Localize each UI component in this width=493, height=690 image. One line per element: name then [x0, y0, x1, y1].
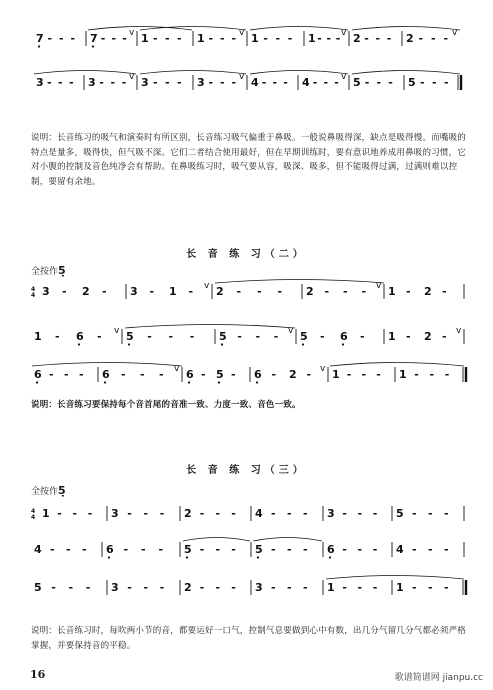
slur-arc [183, 538, 250, 542]
note-glyph: - [372, 507, 378, 520]
note-glyph: 5 [216, 368, 224, 381]
note-glyph: - [127, 507, 132, 520]
note-glyph: 1 [308, 32, 316, 45]
note-glyph: - [412, 507, 417, 520]
note-glyph: - [442, 330, 447, 343]
octave-dot [342, 343, 344, 345]
note-glyph: - [272, 76, 278, 89]
note-glyph: - [70, 32, 76, 45]
breath-mark: v [239, 28, 245, 38]
note-glyph: 5 [396, 507, 404, 520]
note-glyph: - [317, 32, 322, 45]
note-glyph: 1 [399, 368, 407, 381]
note-glyph: - [364, 76, 370, 89]
note-glyph: - [376, 368, 381, 381]
note-glyph: - [149, 285, 155, 298]
note-glyph: - [388, 76, 393, 89]
note-glyph: - [271, 368, 277, 381]
note-glyph: - [215, 581, 221, 594]
watermark: 歌谱简谱网 jianpu.cc [394, 673, 483, 683]
key-signature-2 [31, 264, 66, 277]
note-glyph: 5 [408, 76, 416, 89]
note-glyph: - [215, 507, 221, 520]
note-glyph: 2 [184, 581, 192, 594]
note-glyph: - [158, 543, 164, 556]
note-glyph: - [100, 32, 106, 45]
note-glyph: - [277, 285, 283, 298]
octave-dot [221, 343, 223, 345]
note-glyph: - [376, 76, 382, 89]
note-glyph: - [335, 32, 341, 45]
note-glyph: - [412, 581, 417, 594]
note-glyph: - [79, 368, 84, 381]
slur-arc [326, 576, 464, 580]
section-title-3: 长 音 练 习（三） [186, 465, 307, 476]
note-glyph: 2 [353, 32, 361, 45]
slur-arc [125, 325, 295, 329]
note-glyph: - [85, 581, 91, 594]
note-glyph: 2 [216, 285, 224, 298]
note-glyph: - [59, 32, 64, 45]
note-glyph: - [287, 32, 293, 45]
note-glyph: - [102, 285, 107, 298]
note-glyph: - [66, 543, 71, 556]
key-label: 全按作 [31, 267, 59, 277]
note-glyph: 2 [184, 507, 192, 520]
note-glyph: - [123, 543, 129, 556]
slur-arc [352, 27, 460, 31]
note-glyph: 1 [34, 330, 42, 343]
breath-mark: v [129, 72, 135, 82]
note-glyph: 3 [36, 76, 44, 89]
note-glyph: - [159, 507, 165, 520]
note-glyph: - [143, 581, 149, 594]
note-glyph: - [122, 32, 127, 45]
breath-mark: v [204, 281, 210, 291]
note-glyph: 4 [255, 507, 263, 520]
octave-dot [78, 343, 80, 345]
note-glyph: 1 [197, 32, 205, 45]
note-glyph: 2 [82, 285, 90, 298]
note-glyph: - [342, 581, 347, 594]
key-label: 全按作 [31, 487, 59, 497]
breath-mark: v [456, 326, 462, 336]
note-glyph: - [153, 32, 158, 45]
slur-arc [253, 538, 322, 542]
note-glyph: 3 [88, 76, 96, 89]
note-glyph: 4 [34, 543, 42, 556]
note-glyph: - [140, 368, 145, 381]
note-glyph: - [431, 32, 436, 45]
note-glyph: - [263, 32, 268, 45]
page-number: 16 [30, 668, 46, 681]
note-glyph: 2 [424, 285, 432, 298]
note-glyph: 6 [34, 368, 42, 381]
time-signature-top: 4 [31, 508, 36, 515]
breath-mark: v [341, 28, 347, 38]
note-glyph: - [165, 76, 170, 89]
note-glyph: - [406, 285, 411, 298]
note-glyph: - [188, 285, 194, 298]
breath-mark: v [114, 326, 120, 336]
note-glyph: - [99, 76, 104, 89]
breath-mark: v [452, 28, 458, 38]
note-glyph: - [412, 543, 417, 556]
note-glyph: 3 [111, 581, 119, 594]
note-glyph: - [442, 285, 447, 298]
note-glyph: 6 [254, 368, 262, 381]
note-glyph: - [287, 507, 292, 520]
note-glyph: - [273, 330, 279, 343]
note-glyph: 3 [130, 285, 138, 298]
note-glyph: - [428, 543, 433, 556]
note-glyph: - [201, 368, 206, 381]
note-glyph: 4 [396, 543, 404, 556]
slur-arc [330, 363, 464, 367]
note-glyph: - [271, 543, 276, 556]
note-glyph: 6 [76, 330, 84, 343]
breath-mark: v [320, 364, 326, 374]
note-glyph: - [418, 32, 424, 45]
note-glyph: - [275, 32, 281, 45]
note-glyph: 1 [141, 32, 149, 45]
note-glyph: 5 [300, 330, 308, 343]
note-glyph: 4 [302, 76, 310, 89]
note-glyph: 1 [388, 330, 396, 343]
note-glyph: - [57, 507, 62, 520]
note-glyph: - [159, 581, 165, 594]
note-glyph: - [165, 32, 170, 45]
note-glyph: - [303, 507, 308, 520]
note-glyph: - [147, 330, 152, 343]
note-glyph: - [58, 76, 63, 89]
note-glyph: - [72, 507, 78, 520]
note-glyph: 2 [306, 285, 314, 298]
octave-dot [38, 45, 40, 47]
note-glyph: - [372, 581, 378, 594]
note-glyph: 2 [424, 330, 432, 343]
note-glyph: - [444, 581, 449, 594]
note-glyph: - [199, 543, 205, 556]
note-glyph: 5 [255, 543, 263, 556]
note-glyph: - [261, 76, 267, 89]
note-glyph: - [357, 507, 363, 520]
time-signature-bottom: 4 [31, 514, 36, 521]
note-glyph: - [432, 76, 437, 89]
note-glyph: - [236, 285, 242, 298]
note-glyph: - [361, 285, 367, 298]
note-glyph: - [414, 368, 419, 381]
note-glyph: - [199, 581, 205, 594]
note-glyph: - [406, 330, 411, 343]
note-glyph: - [143, 507, 149, 520]
note-glyph: 6 [102, 368, 110, 381]
note-glyph: - [320, 330, 325, 343]
note-glyph: - [312, 76, 318, 89]
note-glyph: - [444, 368, 450, 381]
time-signature-top: 4 [31, 286, 36, 293]
octave-dot [92, 45, 94, 47]
note-glyph: 3 [197, 76, 205, 89]
note-glyph: - [121, 76, 127, 89]
note-glyph: - [443, 32, 449, 45]
note-glyph: - [342, 543, 347, 556]
note-glyph: 1 [42, 507, 50, 520]
octave-dot [257, 556, 259, 558]
note-glyph: - [231, 368, 236, 381]
note-glyph: - [343, 285, 348, 298]
note-glyph: - [231, 543, 236, 556]
note-glyph: - [429, 368, 435, 381]
octave-dot [188, 381, 190, 383]
breath-mark: v [288, 326, 294, 336]
note-glyph: - [303, 581, 308, 594]
slur-arc [352, 71, 460, 75]
note-glyph: - [199, 507, 205, 520]
note-glyph: - [159, 368, 164, 381]
breath-mark: v [174, 364, 180, 374]
note-glyph: - [271, 507, 276, 520]
note-glyph: 5 [219, 330, 227, 343]
note-glyph: - [69, 76, 74, 89]
note-glyph: 2 [406, 32, 414, 45]
note-glyph: 7 [90, 32, 98, 45]
note-glyph: - [121, 368, 126, 381]
note-glyph: - [444, 507, 449, 520]
key-note: 5̣ [58, 264, 66, 277]
note-glyph: - [303, 543, 308, 556]
note-glyph: 1 [327, 581, 335, 594]
note-glyph: - [323, 76, 329, 89]
note-glyph: - [64, 368, 69, 381]
note-glyph: - [287, 543, 292, 556]
note-glyph: - [68, 581, 74, 594]
note-glyph: - [324, 285, 330, 298]
slur-arc [215, 280, 384, 284]
note-glyph: - [428, 507, 433, 520]
note-glyph: - [334, 76, 339, 89]
note-glyph: - [231, 76, 237, 89]
octave-dot [186, 556, 188, 558]
octave-dot [108, 556, 110, 558]
note-glyph: 1 [332, 368, 340, 381]
note-glyph: - [177, 76, 182, 89]
note-glyph: - [357, 581, 363, 594]
note-glyph: - [346, 368, 352, 381]
note-glyph: 1 [396, 581, 404, 594]
note-glyph: 6 [327, 543, 335, 556]
key-note: 5̣ [58, 484, 66, 497]
note-glyph: 1 [251, 32, 259, 45]
octave-dot [104, 381, 106, 383]
note-glyph: - [342, 507, 347, 520]
note-glyph: - [231, 581, 236, 594]
note-glyph: - [110, 76, 116, 89]
note-glyph: - [444, 76, 449, 89]
breath-mark: v [239, 72, 245, 82]
note-glyph: - [127, 581, 132, 594]
note-glyph: - [47, 32, 53, 45]
note-glyph: - [97, 330, 102, 343]
slur-arc [34, 71, 136, 75]
note-glyph: 5 [184, 543, 192, 556]
note-glyph: - [231, 507, 236, 520]
note-glyph: - [82, 543, 87, 556]
note-glyph: - [153, 76, 158, 89]
octave-dot [218, 381, 220, 383]
note-glyph: - [386, 32, 392, 45]
note-glyph: - [215, 543, 221, 556]
note-glyph: - [47, 76, 52, 89]
note-glyph: 3 [141, 76, 149, 89]
note-glyph: 7 [36, 32, 44, 45]
note-glyph: - [87, 507, 93, 520]
note-glyph: 3 [42, 285, 50, 298]
note-glyph: - [364, 32, 369, 45]
section-2-remark: 说明：长音练习要保持每个音首尾的音准一致、力度一致、音色一致。 [31, 400, 301, 410]
section-3-remark: 说明：长音练习时，每吹两小节的音，都要运好一口气，控制气息要做到心中有数，出几分气留几分气都必须严格掌握，并要保持音的平稳。 [31, 626, 467, 651]
note-glyph: 5 [353, 76, 361, 89]
note-glyph: - [283, 76, 288, 89]
note-paragraph-1: 说明：长音练习的吸气和演奏时有所区别，长音练习吸气偏重于鼻吸。一般说鼻吸得深，缺点是吸得慢。而嘴吸的特点是量多，吸得快，但气吸不深。它们二者结合使用最好，但在早期训练时，要有意识地养成用鼻吸的习惯，它对小腹的控制及音色纯净会有帮助。在鼻吸练习时，吸气要从容，吸深、吸多，但不能吸得过满，过满则难以控制，要留有余地。 [31, 133, 467, 187]
note-glyph: - [208, 32, 214, 45]
octave-dot [256, 381, 258, 383]
section-title-2: 长 音 练 习（二） [186, 249, 307, 260]
slur-arc [140, 71, 246, 75]
note-glyph: - [420, 76, 425, 89]
note-glyph: - [62, 285, 67, 298]
note-glyph: - [357, 543, 363, 556]
note-glyph: - [255, 330, 261, 343]
key-signature-3 [31, 484, 66, 497]
note-glyph: 3 [327, 507, 335, 520]
note-glyph: - [220, 76, 225, 89]
breath-mark: v [129, 28, 135, 38]
note-glyph: - [111, 32, 117, 45]
note-glyph: - [287, 581, 292, 594]
note-glyph: - [55, 330, 60, 343]
note-glyph: - [257, 285, 262, 298]
note-glyph: - [168, 330, 174, 343]
time-signature-bottom: 4 [31, 292, 36, 299]
breath-mark: v [376, 281, 382, 291]
note-glyph: 1 [388, 285, 396, 298]
note-glyph: 6 [106, 543, 114, 556]
note-glyph: - [177, 32, 182, 45]
note-glyph: - [271, 581, 276, 594]
note-glyph: 5 [34, 581, 42, 594]
note-glyph: - [49, 368, 54, 381]
note-glyph: - [220, 32, 225, 45]
breath-mark: v [341, 72, 347, 82]
note-glyph: 1 [169, 285, 177, 298]
octave-dot [329, 556, 331, 558]
note-glyph: 6 [340, 330, 348, 343]
note-glyph: 5 [126, 330, 134, 343]
note-glyph: 6 [186, 368, 194, 381]
note-glyph: - [306, 368, 312, 381]
note-glyph: 3 [111, 507, 119, 520]
note-glyph: - [444, 543, 449, 556]
note-glyph: - [372, 543, 378, 556]
note-glyph: - [237, 330, 242, 343]
octave-dot [128, 343, 130, 345]
note-glyph: - [208, 76, 214, 89]
note-glyph: 4 [251, 76, 259, 89]
note-glyph: - [428, 581, 433, 594]
octave-dot [36, 381, 38, 383]
note-glyph: - [360, 330, 365, 343]
note-glyph: 3 [255, 581, 263, 594]
note-glyph: 2 [289, 368, 297, 381]
note-glyph: - [51, 581, 56, 594]
slur-arc [250, 71, 348, 75]
note-glyph: - [50, 543, 55, 556]
slur-arc [250, 27, 348, 31]
note-glyph: - [189, 330, 195, 343]
slur-arc [32, 363, 182, 367]
note-glyph: - [361, 368, 367, 381]
octave-dot [302, 343, 304, 345]
note-glyph: - [326, 32, 332, 45]
note-glyph: - [231, 32, 237, 45]
note-glyph: - [141, 543, 146, 556]
note-glyph: - [375, 32, 381, 45]
